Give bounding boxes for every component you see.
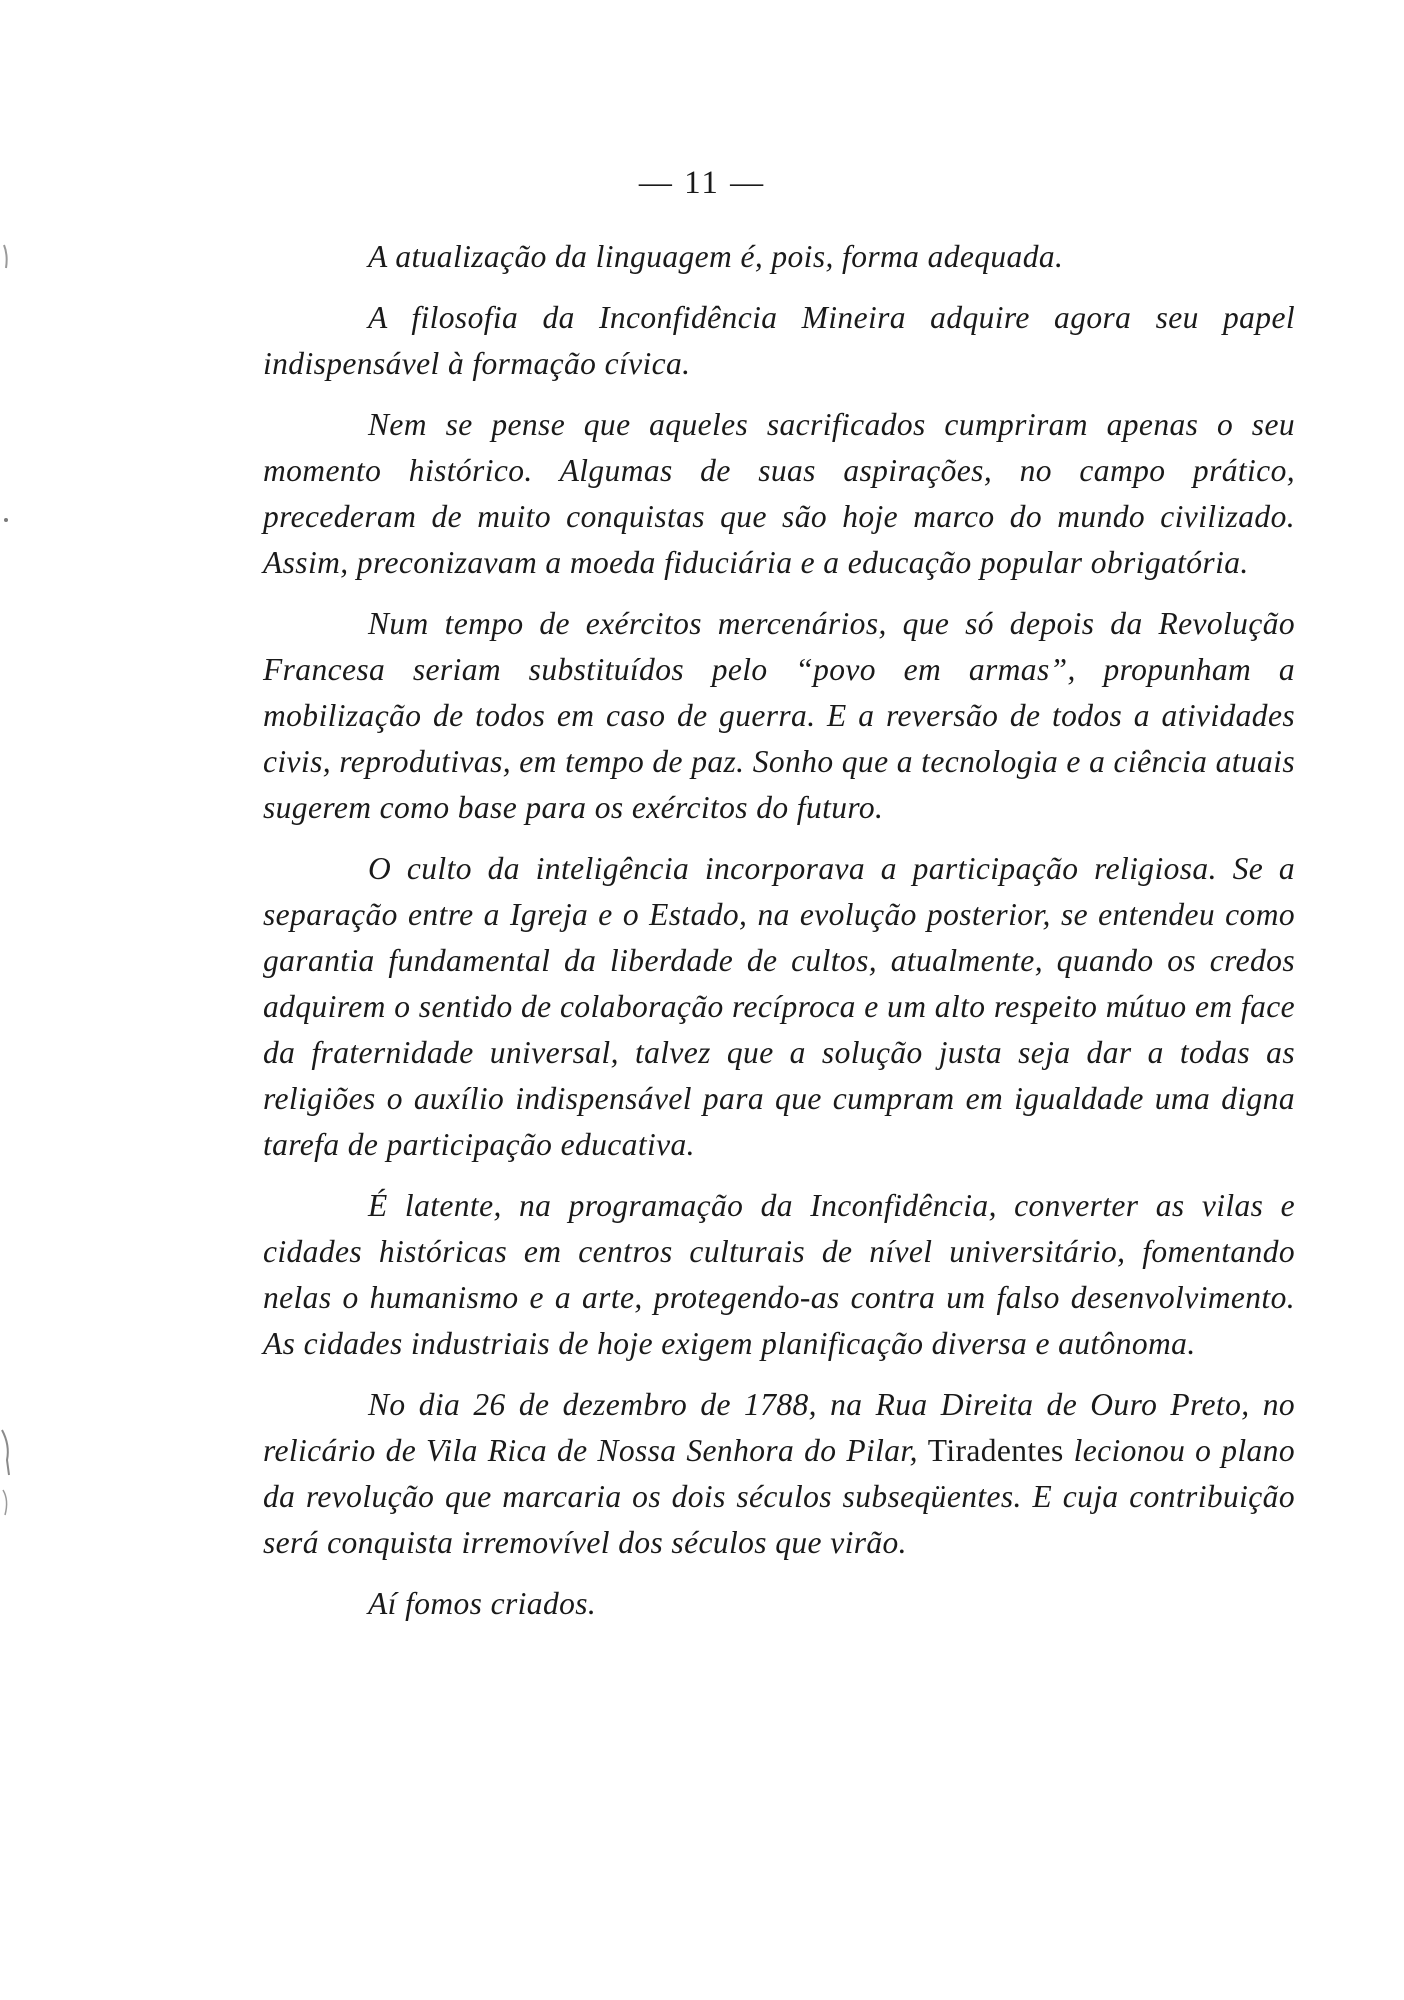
- page-number: — 11 —: [638, 165, 766, 201]
- paragraph: A atualização da linguagem é, pois, forma adequada.: [368, 239, 1064, 274]
- scan-edge-marks: [0, 0, 40, 2000]
- body-text: [263, 234, 1295, 1642]
- paragraph: Nem se pense que aqueles sacrificados cumpriram apenas o seu momento histórico. Algumas de suas aspirações, no campo prático, precederam de muito conquistas que são hoje marco do mundo civilizado. Assim, preconizavam a moeda fiduciária e a educação popular obrigatória.: [263, 407, 1295, 580]
- paragraph: A filosofia da Inconfidência Mineira adquire agora seu papel indispensável à formação cívica.: [263, 300, 1295, 381]
- paragraph: Num tempo de exércitos mercenários, que só depois da Revolução Francesa seriam substituídos pelo “povo em armas”, propunham a mobilização de todos em caso de guerra. E a reversão de todos a atividades civis, reprodutivas, em tempo de paz. Sonho que a tecnologia e a ciência atuais sugerem como base para os exércitos do futuro.: [263, 606, 1295, 825]
- paragraph-text: No dia 26 de dezembro de 1788, na Rua Direita de Ouro Preto, no relicário de Vila Rica de Nossa Senhora do Pilar,: [263, 1387, 1295, 1468]
- paragraph: O culto da inteligência incorporava a participação religiosa. Se a separação entre a Igreja e o Estado, na evolução posterior, se entendeu como garantia fundamental da liberdade de cultos, atualmente, quando os credos adquirem o sentido de colaboração recíproca e um alto respeito mútuo em face da fraternidade universal, talvez que a solução justa seja dar a todas as religiões o auxílio indispensável para que cumpram em igualdade uma digna tarefa de participação educativa.: [263, 851, 1295, 1162]
- paragraph: [263, 1382, 1295, 1566]
- paragraph: Aí fomos criados.: [368, 1586, 597, 1621]
- person-name: Tiradentes: [927, 1433, 1064, 1468]
- paragraph: É latente, na programação da Inconfidência, converter as vilas e cidades históricas em centros culturais de nível universitário, fomentando nelas o humanismo e a arte, protegendo-as contra um falso desenvolvimento. As cidades industriais de hoje exigem planificação diversa e autônoma.: [263, 1188, 1295, 1361]
- paragraph-text: lecionou o plano da revolução que marcaria os dois séculos subseqüentes. E cuja contribuição será conquista irremovível dos séculos que virão.: [263, 1433, 1295, 1560]
